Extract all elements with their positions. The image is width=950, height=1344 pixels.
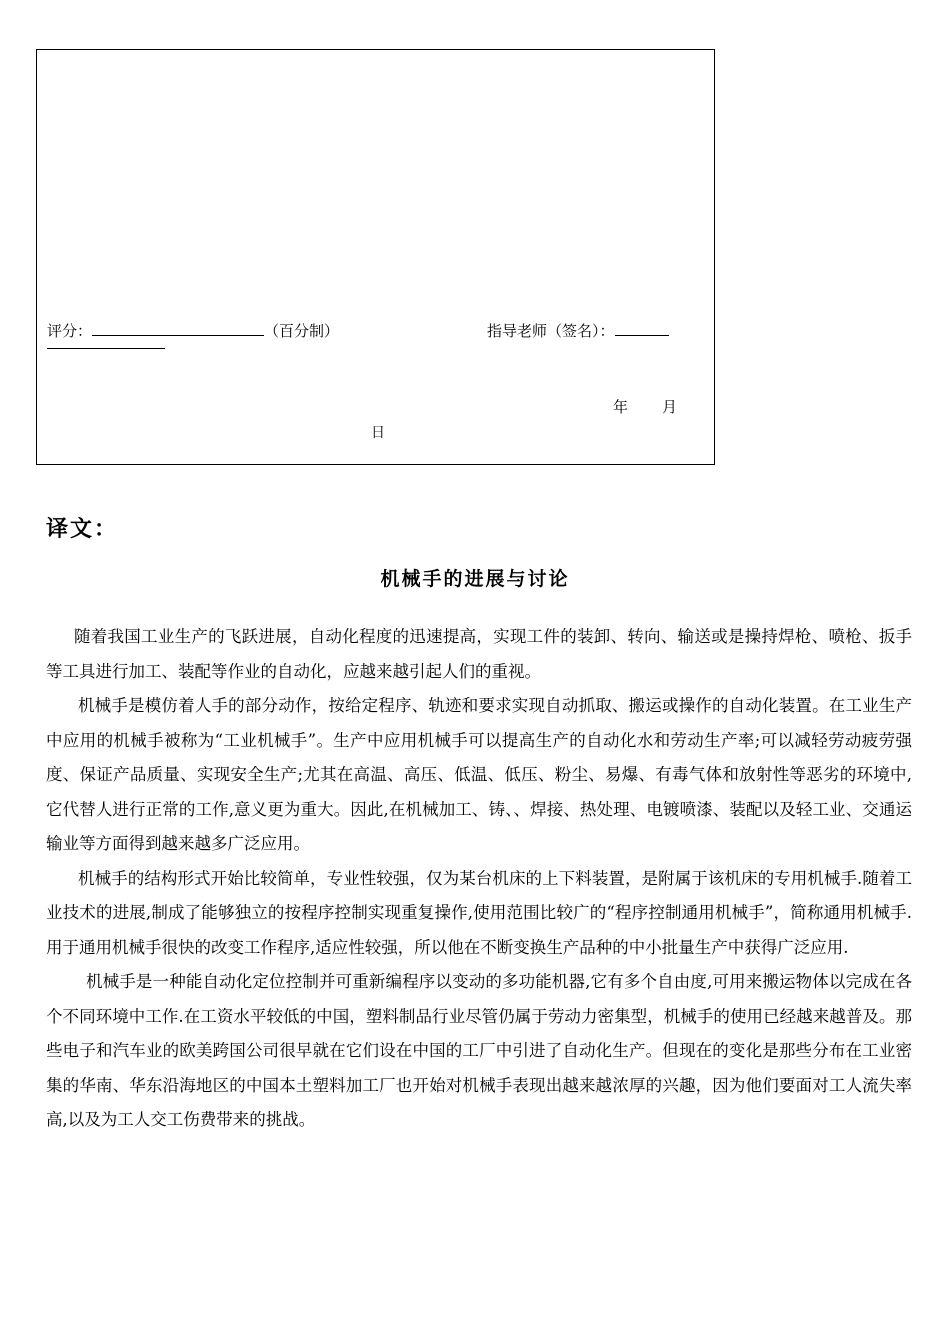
paragraph: 机械手是模仿着人手的部分动作，按给定程序、轨迹和要求实现自动抓取、搬运或操作的自动化装置。在工业生产中应用的机械手被称为“工业机械手”。生产中应用机械手可以提高生产的自动化水和劳动生产率;可以减轻劳动疲劳强度、保证产品质量、实现安全生产;尤其在高温、高压、低温、低压、粉尘、易爆、有毒气体和放射性等恶劣的环境中,它代替人进行正常的工作,意义更为重大。因此,在机械加工、铸、、焊接、热处理、电镀喷漆、装配以及轻工业、交通运输业等方面得到越来越多广泛应用。 [46,696,912,853]
score-row [47,320,339,341]
teacher-signature-row [487,320,669,341]
evaluation-box [36,49,715,465]
translation-body [46,620,912,1138]
date-day: 日 [371,425,385,441]
document-title: 机械手的进展与讨论 [380,568,570,590]
paragraph: 随着我国工业生产的飞跃进展，自动化程度的迅速提高，实现工件的装卸、转向、输送或是操持焊枪、喷枪、扳手等工具进行加工、装配等作业的自动化，应越来越引起人们的重视。 [46,627,912,681]
paragraph: 机械手是一种能自动化定位控制并可重新编程序以变动的多功能机器,它有多个自由度,可用来搬运物体以完成在各个不同环境中工作.在工资水平较低的中国，塑料制品行业尽管仍属于劳动力密集型，机械手的使用已经越来越普及。那些电子和汽车业的欧美跨国公司很早就在它们设在中国的工厂中引进了自动化生产。但现在的变化是那些分布在工业密集的华南、华东沿海地区的中国本土塑料加工厂也开始对机械手表现出越来越浓厚的兴趣，因为他们要面对工人流失率高,以及为工人交工伤费带来的挑战。 [46,972,912,1129]
signature-blank-line[interactable] [615,321,669,336]
score-label: 评分： [47,322,93,340]
translation-heading: 译文： [46,516,119,542]
month-label: 月 [662,398,678,416]
signature-blank-line-continued[interactable] [47,348,165,349]
date-year-month [613,396,677,417]
year-label: 年 [613,398,629,416]
paragraph: 机械手的结构形式开始比较简单，专业性较强，仅为某台机床的上下料装置，是附属于该机床的专用机械手.随着工业技术的进展,制成了能够独立的按程序控制实现重复操作,使用范围比较广的“程序控制通用机械手”，简称通用机械手.用于通用机械手很快的改变工作程序,适应性较强，所以他在不断变换生产品种的中小批量生产中获得广泛应用. [46,868,912,957]
teacher-label: 指导老师（签名）： [487,322,615,340]
score-suffix: （百分制） [264,322,340,340]
score-blank-line[interactable] [92,321,264,336]
